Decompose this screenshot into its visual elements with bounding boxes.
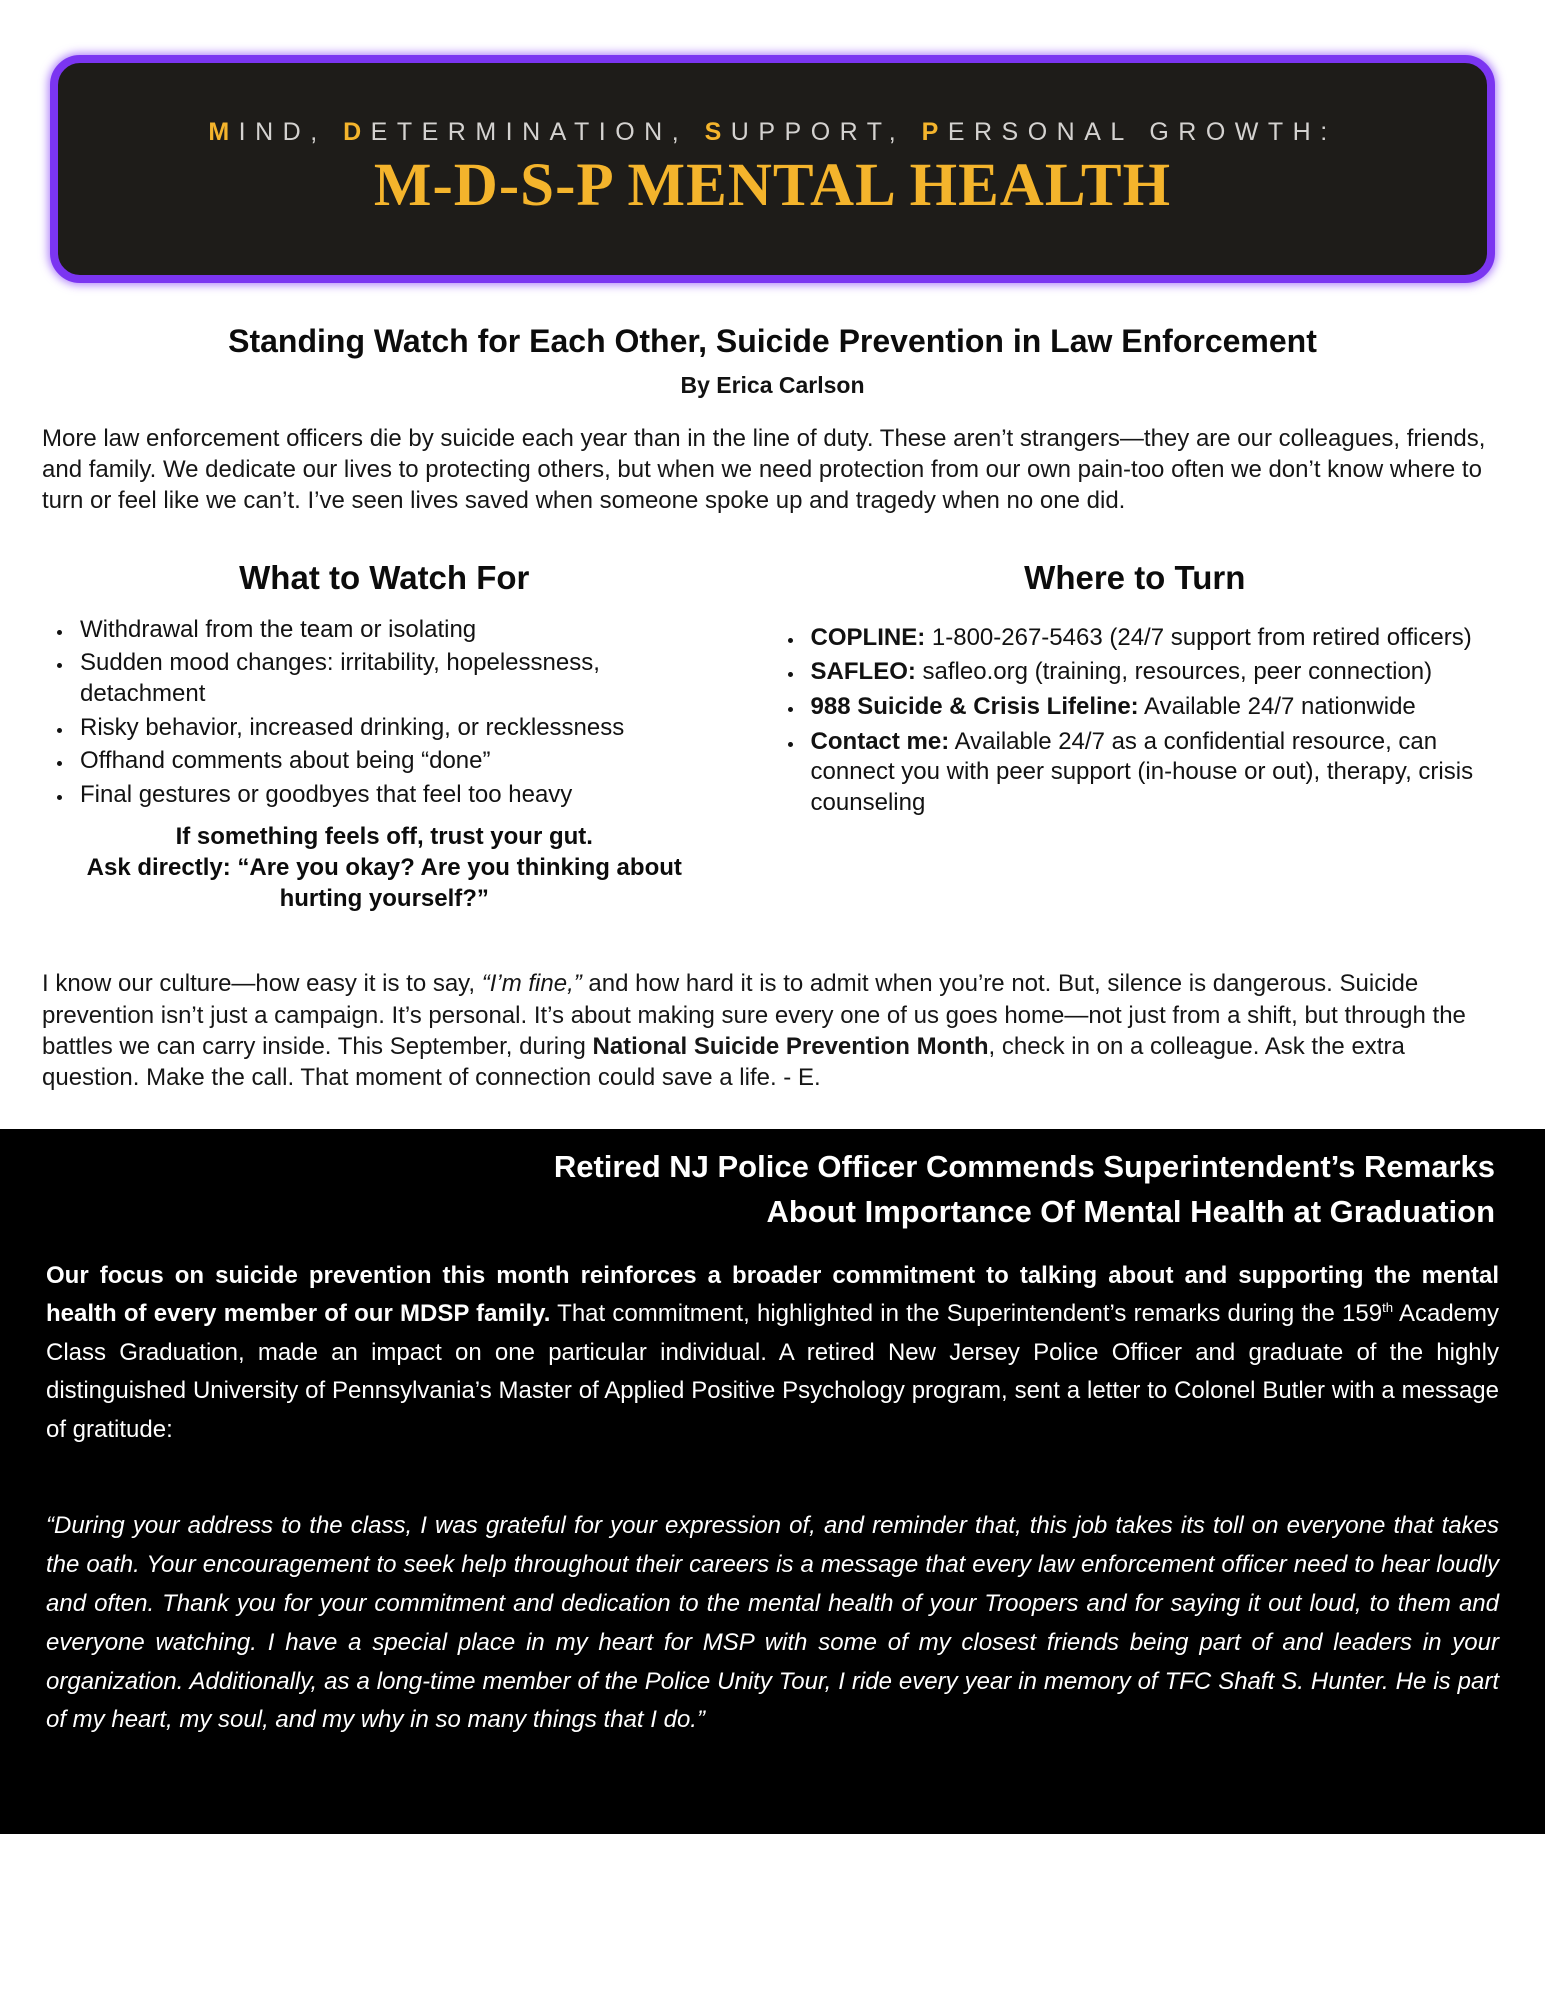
article-headline: Standing Watch for Each Other, Suicide Prevention in Law Enforcement	[228, 323, 1317, 359]
watch-list-item: • Sudden mood changes: irritability, hopelessness, detachment	[74, 648, 729, 709]
turn-list-item: • COPLINE: 1-800-267-5463 (24/7 support from retired officers)	[805, 623, 1505, 654]
turn-list	[765, 623, 1505, 819]
banner-tagline: MIND, DETERMINATION, SUPPORT, PERSONAL GROWTH:	[208, 117, 1337, 146]
watch-column	[40, 559, 729, 915]
watch-heading: What to Watch For	[239, 558, 530, 596]
watch-list-item: • Withdrawal from the team or isolating	[74, 615, 729, 646]
watch-list	[40, 615, 729, 811]
turn-list-item: • SAFLEO: safleo.org (training, resources, peer connection)	[805, 657, 1505, 688]
outro-paragraph: I know our culture—how easy it is to say, “I’m fine,” and how hard it is to admit when you’re not. But, silence is dangerous. Suicide prevention isn’t just a campaign. It’s personal. It’s about making sure every one of us goes home—not just from a shift, but through the battles we can carry inside. This September, during National Suicide Prevention Month, check in on a colleague. Ask the extra question. Make the call. That moment of connection could save a life. - E.	[42, 970, 1466, 1091]
letter-quote-paragraph: “During your address to the class, I was grateful for your expression of, and reminder that, this job takes its toll on everyone that takes the oath. Your encouragement to seek help throughout their careers is a message that every law enforcement officer need to hear loudly and often. Thank you for your commitment and dedication to the mental health of your Troopers and for saying it out loud, to them and everyone watching. I have a special place in my heart for MSP with some of my closest friends being part of and leaders in your organization. Additionally, as a long-time member of the Police Unity Tour, I ride every year in memory of TFC Shaft S. Hunter. He is part of my heart, my soul, and my why in so many things that I do.”	[46, 1512, 1499, 1734]
watch-list-item: • Final gestures or goodbyes that feel too heavy	[74, 780, 729, 811]
turn-heading: Where to Turn	[1024, 558, 1246, 596]
mdsp-banner	[50, 55, 1495, 283]
turn-list-item: • 988 Suicide & Crisis Lifeline: Available 24/7 nationwide	[805, 692, 1505, 723]
gut-check-line-2: Ask directly: “Are you okay? Are you thinking about hurting yourself?”	[86, 854, 682, 913]
two-column-section	[40, 559, 1505, 915]
letter-heading-line-1: Retired NJ Police Officer Commends Superintendent’s Remarks	[553, 1149, 1495, 1185]
letter-body-paragraph: Our focus on suicide prevention this month reinforces a broader commitment to talking about and supporting the mental health of every member of our MDSP family. That commitment, highlighted in the Superintendent’s remarks during the 159th Academy Class Graduation, made an impact on one particular individual. A retired New Jersey Police Officer and graduate of the highly distinguished University of Pennsylvania’s Master of Applied Positive Psychology program, sent a letter to Colonel Butler with a message of gratitude:	[46, 1262, 1500, 1443]
letter-section	[0, 1129, 1545, 1834]
intro-paragraph: More law enforcement officers die by suicide each year than in the line of duty. These aren’t strangers—they are our colleagues, friends, and family. We dedicate our lives to protecting others, but when we need protection from our own pain-too often we don’t know where to turn or feel like we can’t. I’ve seen lives saved when someone spoke up and tragedy when no one did.	[42, 425, 1486, 515]
letter-heading-line-2: About Importance Of Mental Health at Graduation	[766, 1194, 1495, 1230]
article-byline: By Erica Carlson	[680, 372, 865, 398]
watch-list-item: • Risky behavior, increased drinking, or recklessness	[74, 713, 729, 744]
watch-list-item: • Offhand comments about being “done”	[74, 746, 729, 777]
gut-check-line-1: If something feels off, trust your gut.	[175, 822, 593, 850]
turn-column	[765, 559, 1505, 915]
banner-title: M-D-S-P MENTAL HEALTH	[373, 151, 1172, 219]
letter-heading	[46, 1145, 1495, 1235]
turn-list-item: • Contact me: Available 24/7 as a confidential resource, can connect you with peer support (in-house or out), therapy, crisis counseling	[805, 727, 1505, 819]
